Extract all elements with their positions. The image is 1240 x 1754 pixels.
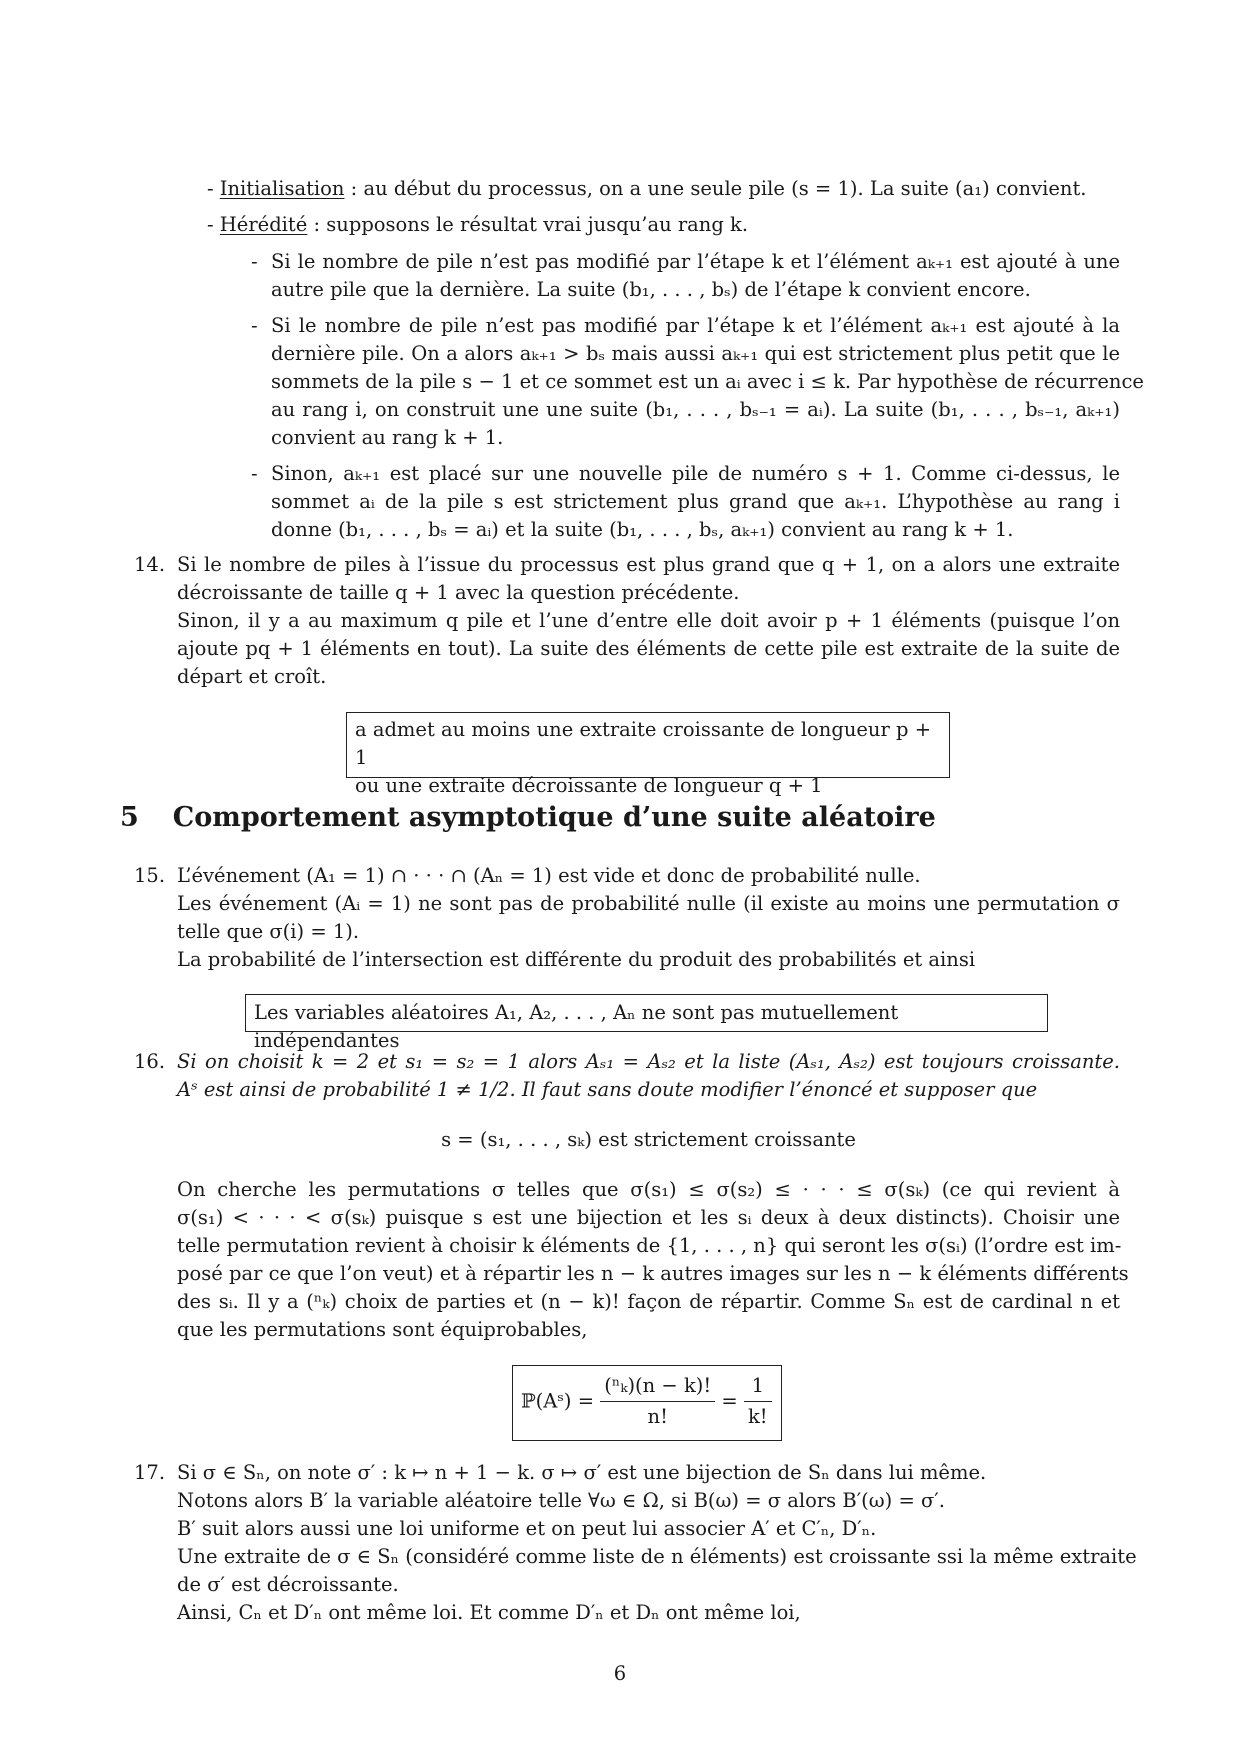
q17-line: Notons alors B′ la variable aléatoire telle ∀ω ∈ Ω, si B(ω) = σ alors B′(ω) = σ′.	[177, 1489, 945, 1512]
case1-line: Si le nombre de pile n’est pas modifié par l’étape k et l’élément aₖ₊₁ est ajouté à une	[271, 250, 1120, 273]
q16-line: posé par ce que l’on veut) et à répartir les n − k autres images sur les n − k éléments différents	[177, 1262, 1129, 1285]
q16-italic-line: Si on choisit k = 2 et s₁ = s₂ = 1 alors Aₛ₁ = Aₛ₂ et la liste (Aₛ₁, Aₛ₂) est toujours croissante.	[177, 1050, 1120, 1073]
q15-line: Les événement (Aᵢ = 1) ne sont pas de probabilité nulle (il existe au moins une permutation σ	[177, 892, 1120, 915]
section-heading	[120, 804, 936, 832]
dash: -	[207, 213, 220, 236]
case2-line: Si le nombre de pile n’est pas modifié par l’étape k et l’élément aₖ₊₁ est ajouté à la	[271, 314, 1120, 337]
init-label: Initialisation	[219, 177, 345, 200]
q16-line: des sᵢ. Il y a (ⁿₖ) choix de parties et (n − k)! façon de répartir. Comme Sₙ est de cardinal n et	[177, 1290, 1120, 1313]
question-number: 14.	[134, 553, 166, 576]
q16-line: σ(s₁) < · · · < σ(sₖ) puisque s est une bijection et les sᵢ deux à deux distincts). Choisir une	[177, 1206, 1120, 1229]
q17-line: de σ′ est décroissante.	[177, 1573, 399, 1596]
fraction-denominator: n!	[647, 1405, 668, 1428]
q17-line: Une extraite de σ ∈ Sₙ (considéré comme liste de n éléments) est croissante ssi la même extraite	[177, 1545, 1137, 1568]
fraction-numerator: (ⁿₖ)(n − k)!	[600, 1371, 715, 1402]
case2-line: au rang i, on construit une une suite (b₁, . . . , bₛ₋₁ = aᵢ). La suite (b₁, . . . , bₛ₋₁, aₖ₊₁)	[271, 398, 1120, 421]
fraction-denominator: k!	[747, 1405, 768, 1428]
q15-box-text: Les variables aléatoires A₁, A₂, . . . , Aₙ ne sont pas mutuellement indépendantes	[254, 1001, 899, 1052]
q17-line: Si σ ∈ Sₙ, on note σ′ : k ↦ n + 1 − k. σ ↦ σ′ est une bijection de Sₙ dans lui même.	[177, 1461, 987, 1484]
dash: -	[251, 314, 258, 337]
q14-box-line: ou une extraite décroissante de longueur q + 1	[355, 774, 823, 797]
question-number: 15.	[134, 864, 166, 887]
init-text: : au début du processus, on a une seule pile (s = 1). La suite (a₁) convient.	[344, 177, 1087, 200]
q15-result-box	[245, 994, 1048, 1052]
hered-label: Hérédité	[219, 213, 308, 236]
formula-equals: =	[721, 1389, 738, 1413]
formula-lhs: ℙ(Aˢ) =	[521, 1389, 595, 1413]
case3-line: sommet aᵢ de la pile s est strictement plus grand que aₖ₊₁. L’hypothèse au rang i	[271, 490, 1120, 513]
case3-line: donne (b₁, . . . , bₛ = aᵢ) et la suite (b₁, . . . , bₛ, aₖ₊₁) convient au rang k + 1.	[271, 518, 1014, 541]
section-title: Comportement asymptotique d’une suite aléatoire	[172, 802, 936, 833]
init-item	[207, 175, 1086, 203]
case2-line: sommets de la pile s − 1 et ce sommet est un aᵢ avec i ≤ k. Par hypothèse de récurrence	[271, 370, 1144, 393]
formula-fraction	[744, 1371, 772, 1432]
q15-line: L’événement (A₁ = 1) ∩ · · · ∩ (Aₙ = 1) est vide et donc de probabilité nulle.	[177, 864, 921, 887]
q16-display-equation: s = (s₁, . . . , sₖ) est strictement croissante	[441, 1128, 856, 1151]
page-number: 6	[613, 1662, 627, 1685]
hered-item	[207, 211, 748, 239]
case2-line: dernière pile. On a alors aₖ₊₁ > bₛ mais aussi aₖ₊₁ qui est strictement plus petit que le	[271, 342, 1120, 365]
q17-line: Ainsi, Cₙ et D′ₙ ont même loi. Et comme D′ₙ et Dₙ ont même loi,	[177, 1601, 801, 1624]
q16-line: On cherche les permutations σ telles que σ(s₁) ≤ σ(s₂) ≤ · · · ≤ σ(sₖ) (ce qui revient à	[177, 1178, 1120, 1201]
question-number: 16.	[134, 1050, 166, 1073]
q14-box-line: a admet au moins une extraite croissante de longueur p + 1	[355, 718, 932, 769]
section-number: 5	[120, 802, 139, 833]
q14-line: décroissante de taille q + 1 avec la question précédente.	[177, 581, 740, 604]
hered-text: : supposons le résultat vrai jusqu’au rang k.	[307, 213, 749, 236]
question-number: 17.	[134, 1461, 166, 1484]
fraction-numerator: 1	[744, 1371, 772, 1402]
q14-line: Sinon, il y a au maximum q pile et l’une d’entre elle doit avoir p + 1 éléments (puisque l’on	[177, 609, 1120, 632]
dash: -	[251, 250, 258, 273]
q16-line: que les permutations sont équiprobables,	[177, 1318, 588, 1341]
q15-line: La probabilité de l’intersection est différente du produit des probabilités et ainsi	[177, 948, 976, 971]
q16-result-box	[512, 1365, 782, 1441]
dash: -	[251, 462, 258, 485]
q16-line: telle permutation revient à choisir k éléments de {1, . . . , n} qui seront les σ(sᵢ) (l’ordre est im-	[177, 1234, 1122, 1257]
q16-italic-line: Aˢ est ainsi de probabilité 1 ≠ 1/2. Il faut sans doute modifier l’énoncé et supposer que	[177, 1078, 1038, 1101]
case2-line: convient au rang k + 1.	[271, 426, 504, 449]
case1-line: autre pile que la dernière. La suite (b₁, . . . , bₛ) de l’étape k convient encore.	[271, 278, 1031, 301]
q14-line: départ et croît.	[177, 665, 327, 688]
q17-line: B′ suit alors aussi une loi uniforme et on peut lui associer A′ et C′ₙ, D′ₙ.	[177, 1517, 877, 1540]
formula-fraction	[600, 1371, 715, 1432]
q14-line: ajoute pq + 1 éléments en tout). La suite des éléments de cette pile est extraite de la suite de	[177, 637, 1120, 660]
dash: -	[207, 177, 220, 200]
q14-line: Si le nombre de piles à l’issue du processus est plus grand que q + 1, on a alors une extraite	[177, 553, 1120, 576]
q15-line: telle que σ(i) = 1).	[177, 920, 360, 943]
case3-line: Sinon, aₖ₊₁ est placé sur une nouvelle pile de numéro s + 1. Comme ci-dessus, le	[271, 462, 1120, 485]
q14-result-box	[346, 712, 950, 797]
